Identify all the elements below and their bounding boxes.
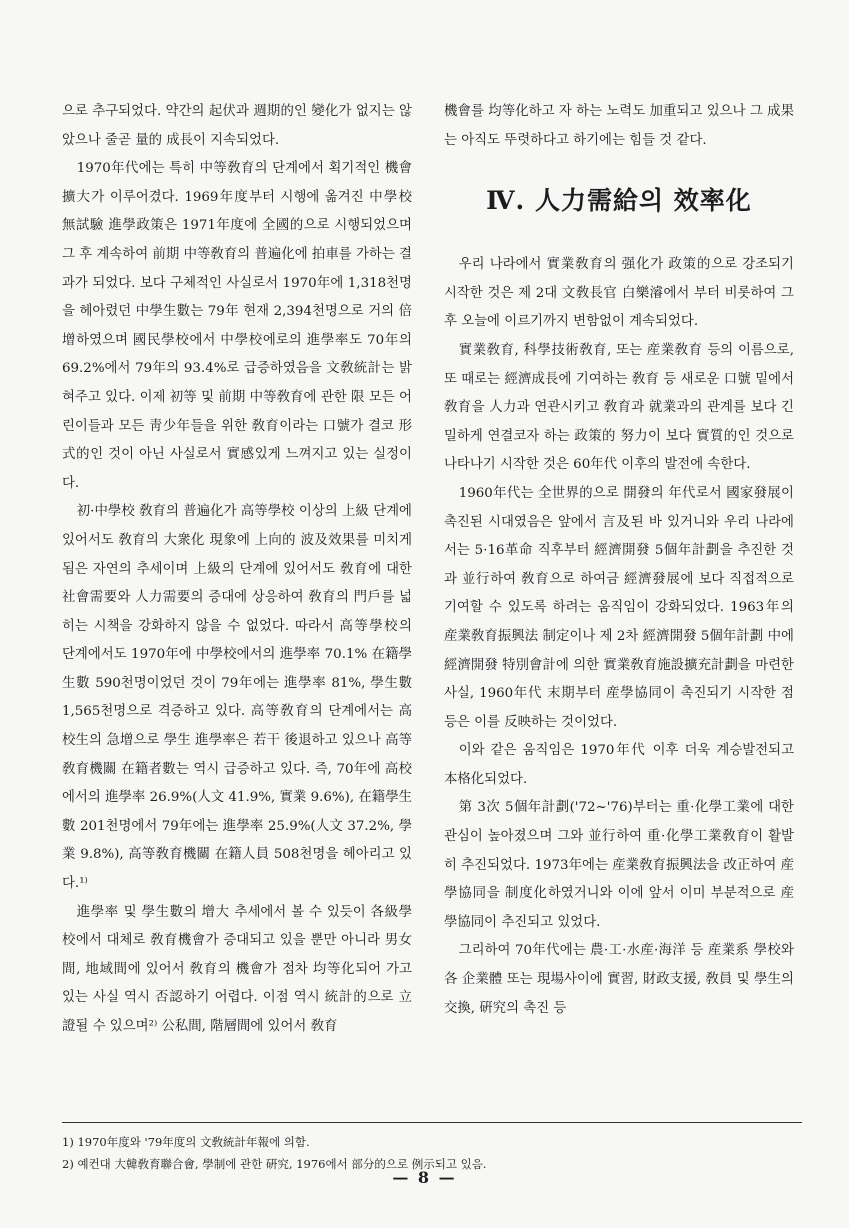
page-number: — 8 — — [392, 1168, 457, 1187]
paragraph: 初·中學校 敎育의 普遍化가 高等學校 이상의 上級 단계에 있어서도 敎育의 大衆化 現象에 上向的 波及效果를 미치게 됨은 자연의 추세이며 上級의 단계에 있어서도 敎育에 대한 社會需要와 人力需要의 증대에 상응하여 敎育의 門戶를 넓히는 시책을 강화하지 않을 수 없었다. 따라서 高等學校의 단계에서도 1970年에 中學校에서의 進學率 70.1% 在籍學生數 590천명이었던 것이 79年에는 進學率 81%, 學生數 1,565천명으로 격증하고 있다. 高等敎育의 단계에서는 高校生의 急增으로 學生 進學率은 若干 後退하고 있으나 高等敎育機關 在籍者數는 역시 급증하고 있다. 즉, 70年에 高校에서의 進學率 26.9%(人文 41.9%, 實業 9.6%), 在籍學生數 201천명에서 79年에는 進學率 25.9%(人文 37.2%, 學業 9.8%), 高等敎育機關 在籍人員 508천명을 헤아리고 있다.¹⁾ — [62, 504, 412, 892]
paragraph: 1970年代에는 특히 中等敎育의 단계에서 획기적인 機會擴大가 이루어겼다. 1969年度부터 시행에 옮겨진 中學校 無試驗 進學政策은 1971年度에 全國的으로 시행되었으며 그 후 계속하여 前期 中等敎育의 普遍化에 拍車를 가하는 결과가 되었다. 보다 구체적인 사실로서 1970年에 1,318천명을 헤아렸던 中學生數는 79年 현재 2,394천명으로 거의 倍增하였으며 國民學校에서 中學校에로의 進學率도 70年의 69.2%에서 79年의 93.4%로 급증하였음을 文敎統計는 밝혀주고 있다. 이제 初等 및 前期 中等敎育에 관한 限 모든 어린이들과 모든 靑少年들을 위한 敎育이라는 口號가 결코 形式的인 것이 아닌 사실로서 實感있게 느껴지고 있는 실정이다. — [62, 161, 412, 491]
left-column — [62, 98, 412, 1042]
paragraph: 이와 같은 움직임은 1970年代 이후 더욱 계승발전되고 本格化되었다. — [444, 743, 794, 787]
section-heading: Ⅳ. 人力需給의 效率化 — [486, 186, 752, 216]
paragraph: 實業敎育, 科學技術敎育, 또는 産業敎育 등의 이름으로, 또 때로는 經濟成長에 기여하는 敎育 등 새로운 口號 밑에서 敎育을 人力과 연관시키고 敎育과 就業과의 관계를 보다 긴밀하게 연결코자 하는 政策的 努力이 보다 實質的인 것으로 나타나기 시작한 것은 60年代 이후의 발전에 속한다. — [444, 342, 794, 473]
paragraph: 進學率 및 學生數의 增大 추세에서 볼 수 있듯이 各級學校에서 대체로 敎育機會가 증대되고 있을 뿐만 아니라 男女間, 地域間에 있어서 敎育의 機會가 점차 均等化되어 가고 있는 사실 역시 否認하기 어렵다. 이점 역시 統計的으로 立證될 수 있으며²⁾ 公私間, 階層間에 있어서 敎育 — [62, 904, 412, 1034]
paragraph: 으로 추구되었다. 약간의 起伏과 週期的인 變化가 없지는 않았으나 줄곧 量的 成長이 지속되었다. — [62, 104, 412, 148]
footnote: 1) 1970年度와 '79年度의 文敎統計年報에 의함. — [62, 1135, 310, 1149]
paragraph: 第 3次 5個年計劃('72~'76)부터는 重·化學工業에 대한 관심이 높아졌으며 그와 並行하여 重·化學工業敎育이 활발히 추진되었다. 1973年에는 産業敎育振興法을 改正하여 産學協同을 制度化하였거니와 이에 앞서 이미 부분적으로 産學協同이 추진되고 있었다. — [444, 800, 794, 930]
paragraph: 우리 나라에서 實業敎育의 强化가 政策的으로 강조되기 시작한 것은 제 2대 文敎長官 白樂濬에서 부터 비롯하여 그후 오늘에 이르기까지 변함없이 계속되었다. — [444, 257, 794, 330]
paragraph: 機會를 均等化하고 자 하는 노력도 加重되고 있으나 그 成果는 아직도 뚜렷하다고 하기에는 힘들 것 같다. — [444, 104, 794, 148]
paragraph: 1960年代는 全世界的으로 開發의 年代로서 國家發展이 촉진된 시대였음은 앞에서 言及된 바 있거니와 우리 나라에서는 5·16革命 직후부터 經濟開發 5個年計劃을 추진한 것과 並行하여 敎育으로 하여금 經濟發展에 보다 직접적으로 기여할 수 있도록 하려는 움직임이 강화되었다. 1963年의 産業敎育振興法 制定이나 제 2차 經濟開發 5個年計劃 中에 經濟開發 特別會計에 의한 實業敎育施設擴充計劃을 마련한 사실, 1960年代 末期부터 産學協同이 촉진되기 시작한 점 등은 이를 反映하는 것이었다. — [444, 485, 794, 730]
footnote: 2) 예컨대 大韓敎育聯合會, 學制에 관한 硏究, 1976에서 部分的으로 例示되고 있음. — [62, 1157, 487, 1171]
paragraph: 그리하여 70年代에는 農·工·水産·海洋 등 産業系 學校와 各 企業體 또는 現場사이에 實習, 財政支援, 敎員 및 學生의 交換, 硏究의 촉진 등 — [444, 943, 794, 1016]
right-column — [444, 98, 794, 1023]
